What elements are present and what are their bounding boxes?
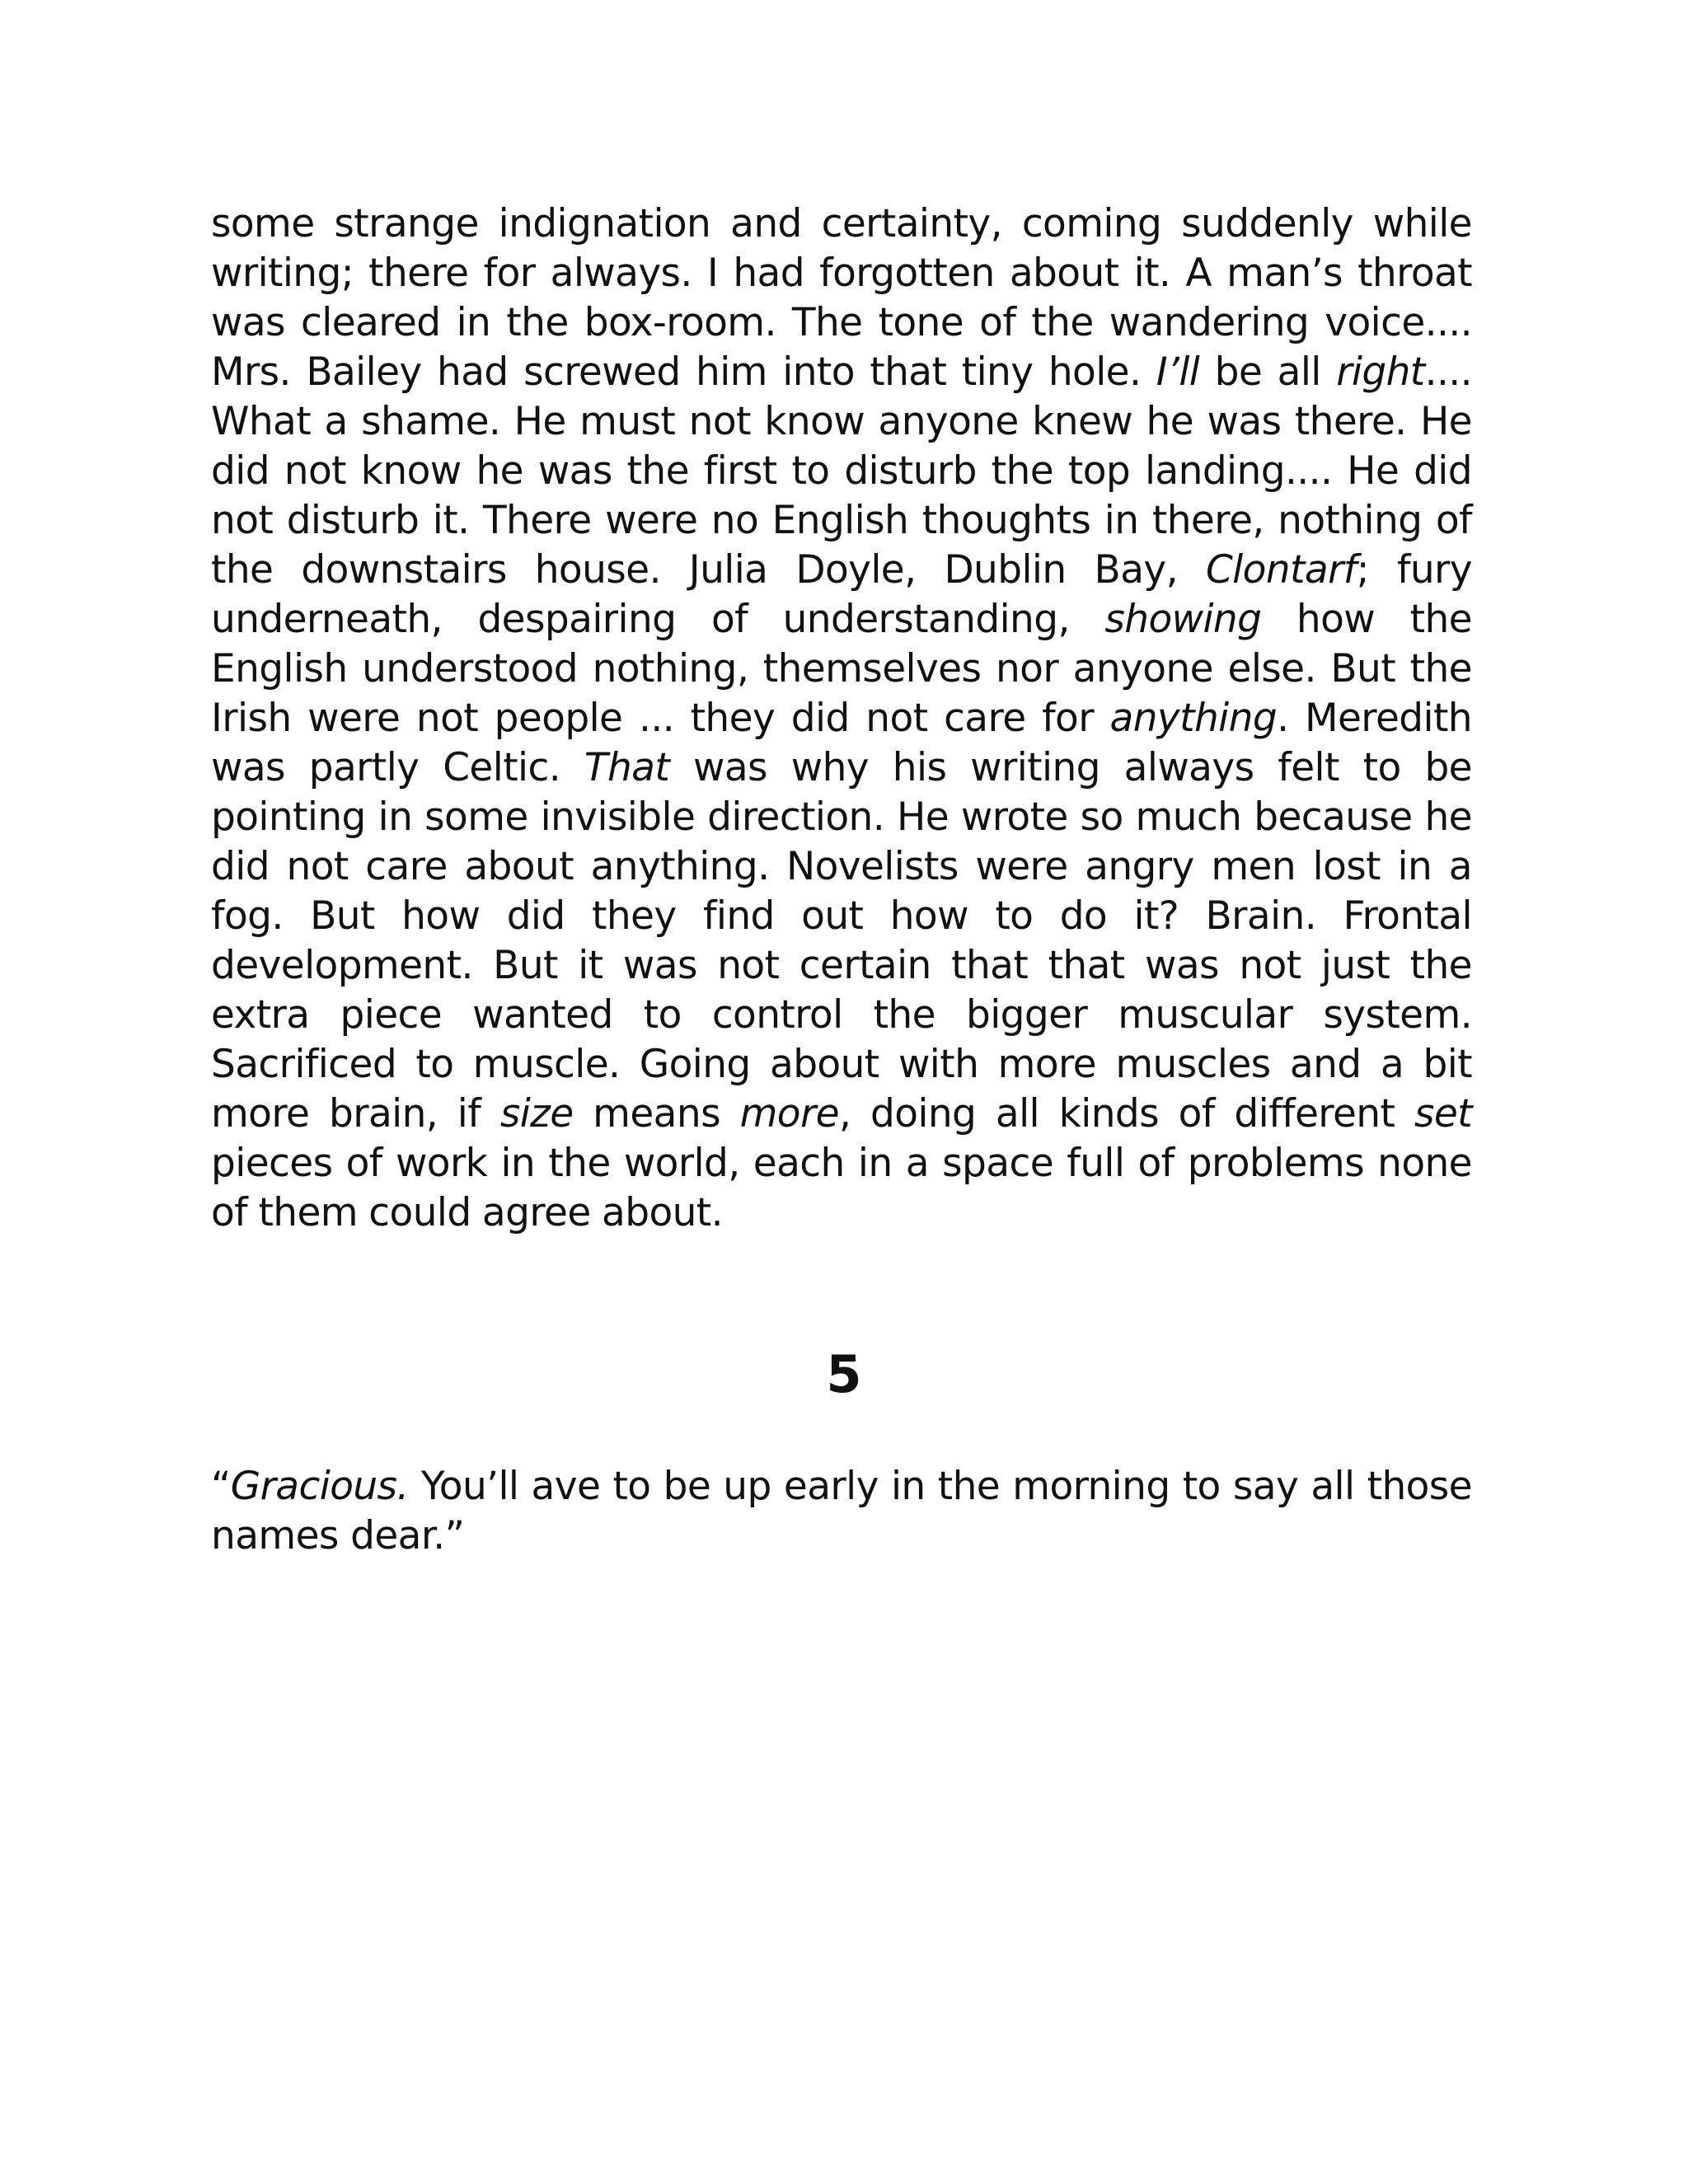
text-run: be all [1199,349,1337,395]
text-run: pieces of work in the world, each in a space full of problems none of them could agree about. [211,1141,1472,1235]
italic-run: Gracious. [230,1464,409,1509]
italic-run: Clontarf [1205,547,1357,593]
text-run: means [573,1091,740,1137]
text-run: , doing all kinds of different [839,1091,1414,1137]
text-run: ; fury underneath, despairing of understanding, [211,547,1472,642]
text-run: how the English understood nothing, themselves nor anyone else. But the Irish were not people ... they did not care for [211,597,1472,741]
italic-run: That [584,745,670,790]
text-run: was why his writing always felt to be pointing in some invisible direction. He wrote so much because he did not care about anything. Novelists were angry men lost in a fog. But how did they find out how to do it? Brain. Frontal development. But it was not certain that that was not just the extra piece wanted to control the bigger muscular system. Sacrificed to muscle. Going about with more muscles and a bit more brain, if [211,745,1472,1137]
italic-run: anything [1109,696,1278,741]
text-run: “ [211,1464,231,1509]
text-run: . Meredith was partly Celtic. [211,696,1472,790]
italic-run: showing [1104,597,1262,642]
italic-run: more [739,1091,839,1137]
italic-run: size [499,1091,574,1137]
italic-run: right [1336,349,1425,395]
text-run: some strange indignation and certainty, coming suddenly while writing; there for always. I had forgotten about it. A man’s throat was cleared in the box-room. The tone of the wandering voice.... Mrs. Bailey had screwed him into that tiny hole. [211,201,1472,395]
italic-run: set [1414,1091,1472,1137]
chapter-number: 5 [826,1344,862,1404]
text-run: You’ll ave to be up early in the morning to say all those names dear.” [211,1464,1472,1558]
body-paragraph [211,199,1472,1238]
italic-run: I’ll [1156,349,1200,395]
text-run: .... What a shame. He must not know anyone knew he was there. He did not know he was the first to disturb the top landing.... He did not disturb it. There were no English thoughts in there, nothing of the downstairs house. Julia Doyle, Dublin Bay, [211,349,1472,593]
body-paragraph [211,1462,1472,1561]
